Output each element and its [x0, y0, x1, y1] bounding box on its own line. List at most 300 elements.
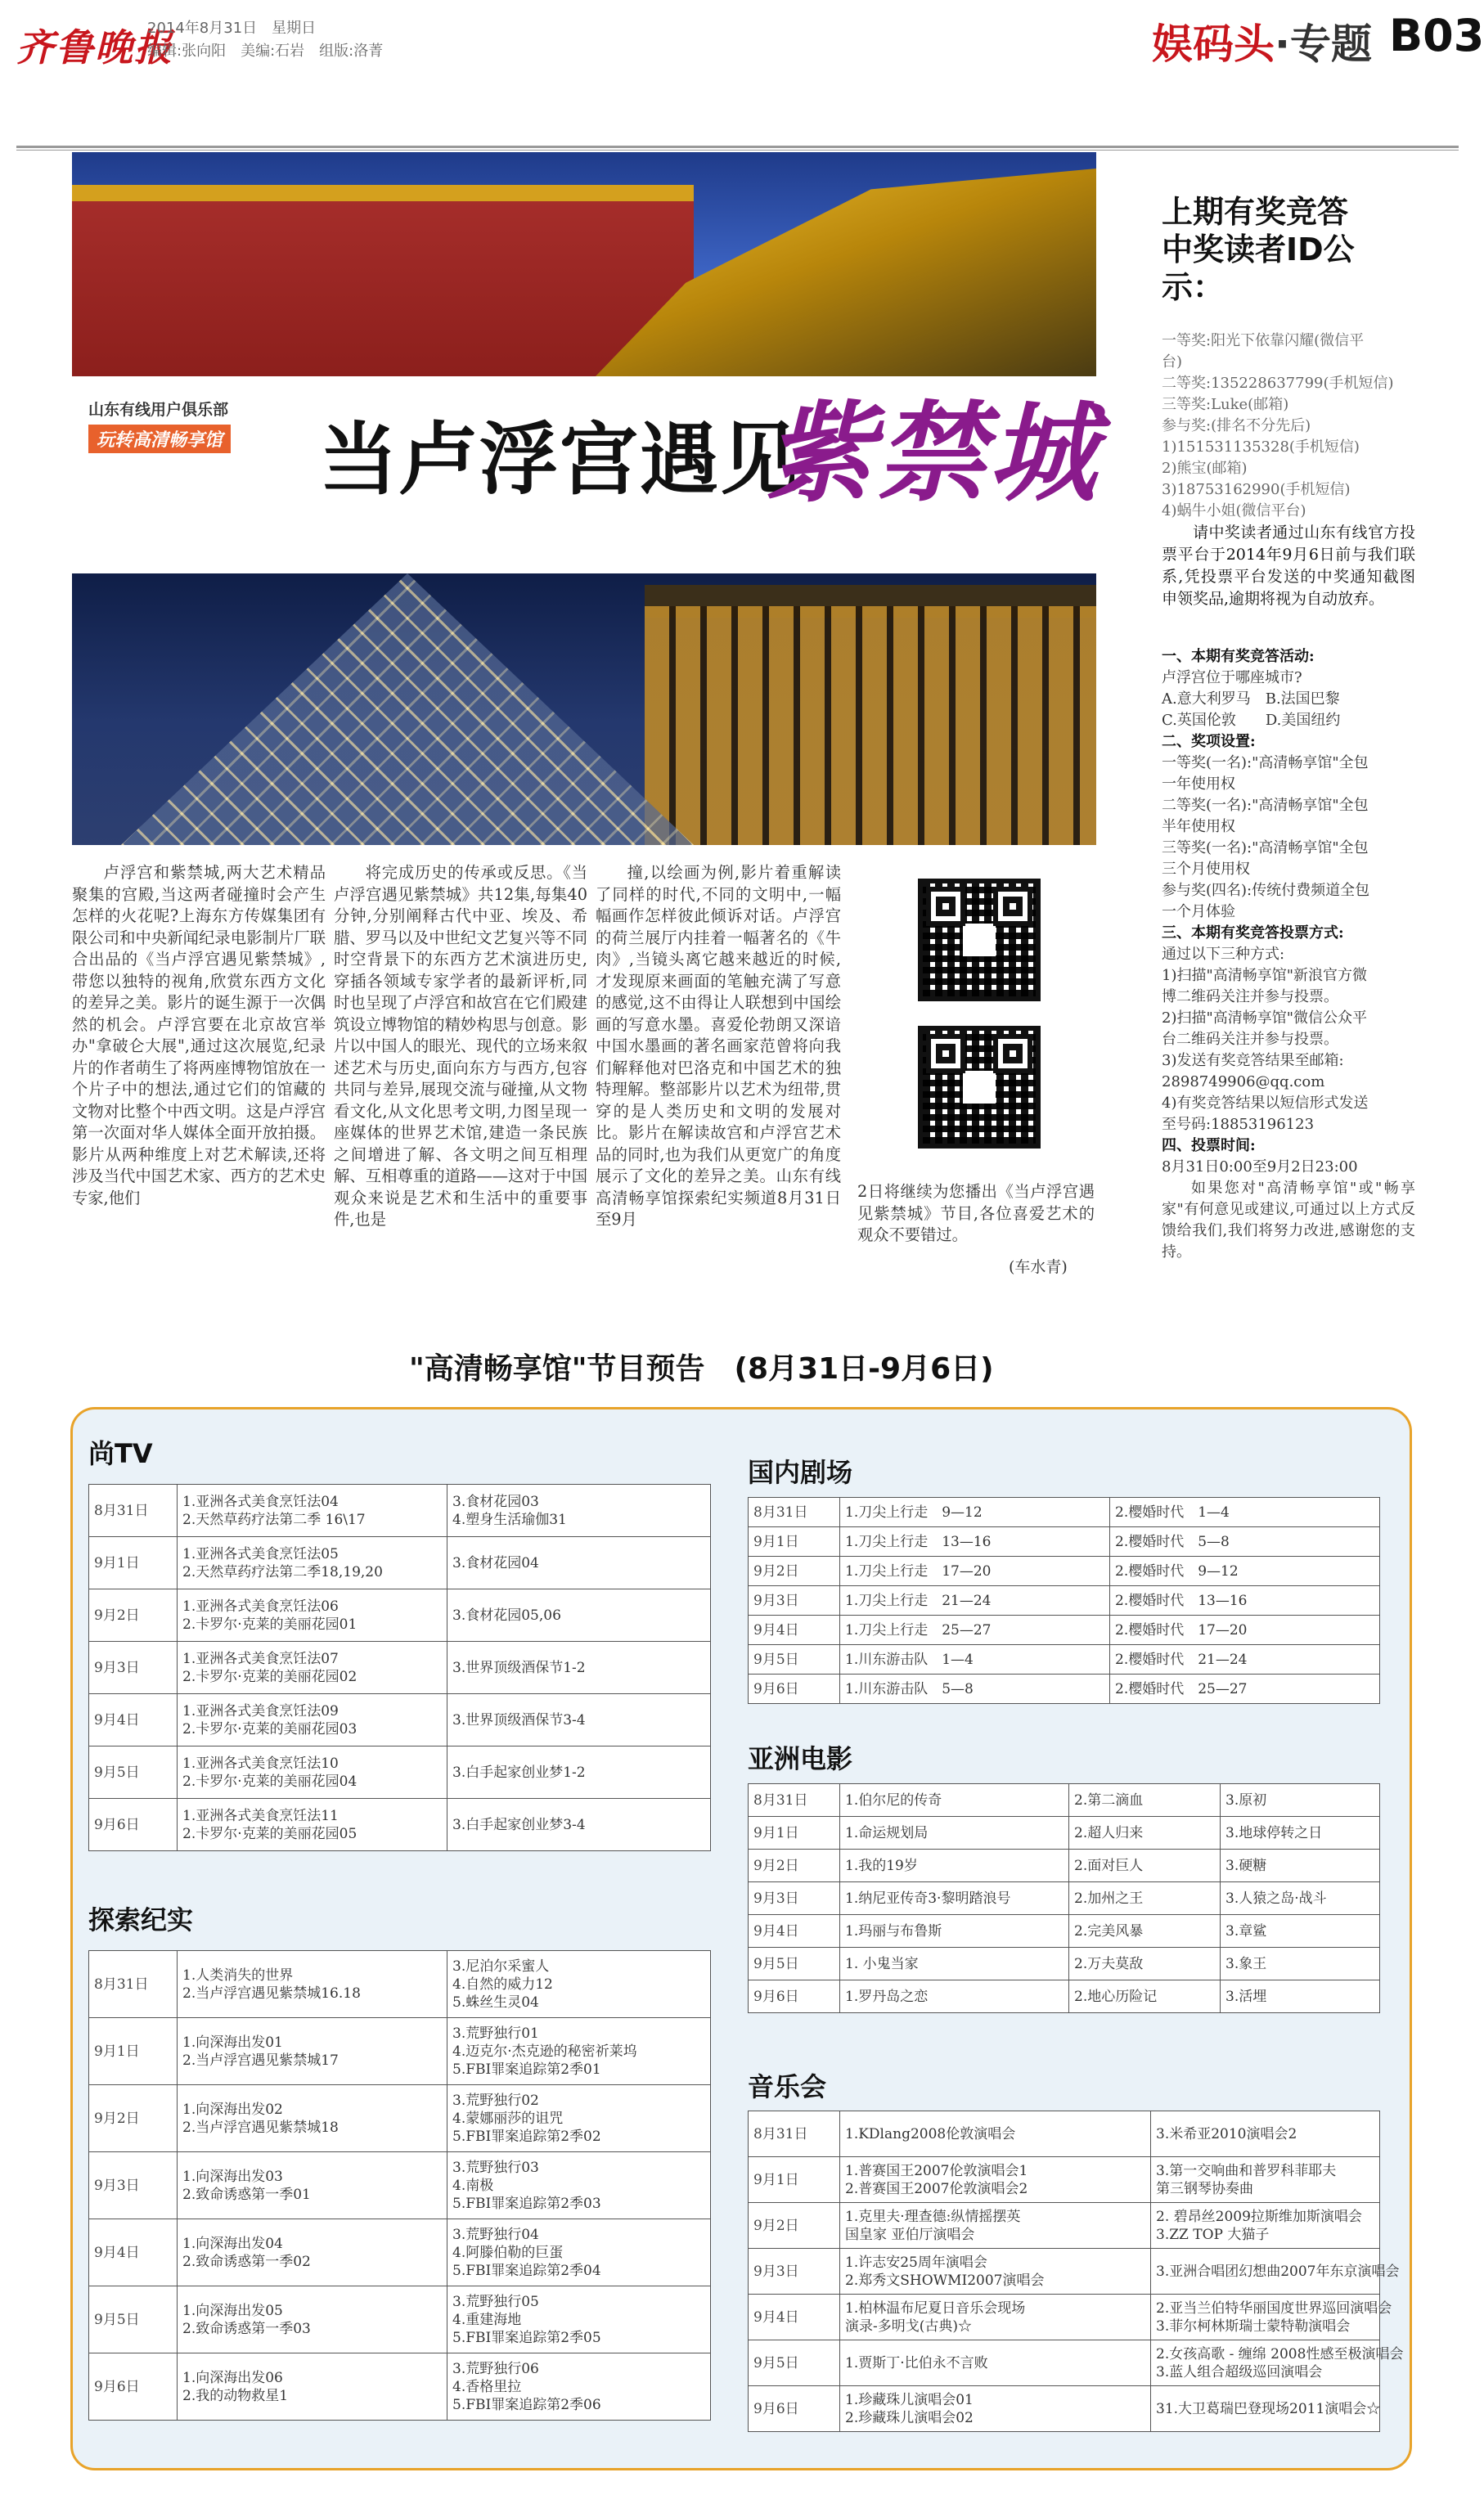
program-cell [178, 1799, 447, 1851]
winner-line: 2)熊宝(邮箱) [1162, 460, 1248, 477]
program-cell: 1.刀尖上行走 21—24 [840, 1586, 1110, 1616]
program-cell [447, 2219, 711, 2286]
schedule-date: 9月1日 [89, 2018, 178, 2085]
program-cell [840, 2203, 1151, 2249]
schedule-row [749, 2340, 1380, 2386]
activity-line: 至号码:18853196123 [1162, 1116, 1315, 1133]
section-heading-explore: 探索纪实 [88, 1904, 194, 1935]
program-line: 1.亚洲各式美食烹饪法04 [182, 1493, 339, 1510]
program-line: 2.卡罗尔·克莱的美丽花园02 [182, 1668, 358, 1685]
program-cell [840, 2157, 1151, 2203]
program-cell [1151, 2340, 1404, 2386]
schedule-row [749, 1784, 1380, 1817]
winner-line: 3)18753162990(手机短信) [1162, 481, 1351, 498]
red-palace-wall [72, 201, 694, 376]
schedule-row [749, 1882, 1380, 1915]
article-paragraph: 卢浮宫和紫禁城,两大艺术精品聚集的宫殿,当这两者碰撞时会产生怎样的火花呢?上海东方传媒集团有限公司和中央新闻纪录电影制片厂联合出品的《当卢浮宫遇见紫禁城》,带您以独特的视角,欣赏东西方文化的差异之美。影片的诞生源于一次偶然的机会。卢浮宫要在北京故宫举办"拿破仑大展",通过这次展览,纪录片的作者萌生了将两座博物馆放在一个片子中的想法,通过它们的馆藏的文物对比整个中西文明。这是卢浮宫第一次面对华人媒体全面开放拍摄。影片从两种维度上对艺术解读,还将涉及当代中国艺术家、西方的艺术史专家,他们 [72, 863, 326, 1207]
activity-line: 四、投票时间: [1162, 1137, 1256, 1154]
activity-line: 8月31日0:00至9月2日23:00 [1162, 1158, 1358, 1176]
article-paragraph: 撞,以绘画为例,影片着重解读了同样的时代,不同的文明中,一幅幅画作怎样彼此倾诉对话。卢浮宫的荷兰展厅内挂着一幅著名的《牛肉》,当镜头离它越来越近的时候,才发现原来画面的笔触充满了写意的感觉,这不由得让人联想到中国绘画的写意水墨。喜爱伦勃朗又深谙中国水墨画的著名画家范曾将向我们解释他对巴洛克和中国艺术的独特理解。整部影片以艺术为纽带,贯穿的是人类历史和文明的发展对比。影片在解读故宫和卢浮宫艺术品的同时,也为我们从更宽广的角度展示了文化的差异之美。山东有线高清畅享馆探索纪实频道8月31日至9月 [596, 863, 841, 1229]
program-line: 国皇家 亚伯厅演唱会 [845, 2226, 975, 2243]
program-line: 3.亚洲合唱团幻想曲2007年东京演唱会 [1156, 2263, 1400, 2280]
schedule-row [749, 1498, 1380, 1527]
program-cell [447, 2152, 711, 2219]
program-cell: 1.刀尖上行走 25—27 [840, 1616, 1110, 1645]
winner-line: 参与奖:(排名不分先后) [1162, 417, 1311, 434]
program-line: 2.天然草药疗法第二季 16\17 [182, 1511, 366, 1528]
program-cell: 1.我的19岁 [840, 1850, 1069, 1882]
program-cell: 2.完美风暴 [1069, 1915, 1221, 1948]
schedule-row [749, 1915, 1380, 1948]
program-line: 4.迈克尔·杰克逊的秘密祈莱坞 [452, 2043, 637, 2060]
activity-line: 一、本期有奖竞答活动: [1162, 648, 1315, 665]
program-line: 1.向深海出发06 [182, 2369, 283, 2386]
schedule-row [749, 2203, 1380, 2249]
winner-line: 1)151531135328(手机短信) [1162, 438, 1360, 456]
schedule-row [749, 1980, 1380, 2013]
program-line: 2.当卢浮宫遇见紫禁城16.18 [182, 1985, 361, 2002]
program-cell [178, 1537, 447, 1589]
article-paragraph: 将完成历史的传承或反思。《当卢浮宫遇见紫禁城》共12集,每集40分钟,分别阐释古代中亚、埃及、希腊、罗马以及中世纪文艺复兴等不同时空背景下的东西方艺术演进历史,穿插各领域专家学者的最新评析,同时也呈现了卢浮宫和故宫在它们殿建筑设立博物馆的精妙构思与创意。影片以中国人的眼光、现代的立场来叙述艺术与历史,面向东方与西方,包容共同与差异,展现交流与碰撞,从文物看文化,从文化思考文明,力图呈现一座媒体的世界艺术馆,建造一条民族之间增进了解、各文明之间互相理解、互相尊重的道路——这对于中国观众来说是艺术和生活中的重要事件,也是 [334, 863, 587, 1229]
schedule-date: 9月5日 [89, 2286, 178, 2353]
section-label: 娱码头 [1152, 20, 1275, 68]
program-cell [1151, 2249, 1400, 2295]
program-cell: 2.第二滴血 [1069, 1784, 1221, 1817]
schedule-date: 9月6日 [749, 1980, 840, 2013]
program-cell [447, 2286, 711, 2353]
program-line: 1.普赛国王2007伦敦演唱会1 [845, 2162, 1028, 2179]
winner-line: 台) [1162, 353, 1183, 371]
schedule-row [749, 1675, 1380, 1704]
program-line: 2.郑秀文SHOWMI2007演唱会 [845, 2272, 1045, 2289]
program-cell [447, 1799, 711, 1851]
program-line: 3.世界顶级酒保节3-4 [452, 1711, 586, 1729]
program-line: 4.阿滕伯勒的巨蛋 [452, 2244, 564, 2261]
schedule-date: 9月2日 [749, 1557, 840, 1586]
program-cell [1151, 2386, 1380, 2432]
schedule-row [749, 1557, 1380, 1586]
schedule-date: 9月5日 [749, 1948, 840, 1980]
activity-line: 三等奖(一名):"高清畅享馆"全包 [1162, 839, 1369, 856]
program-cell [178, 1951, 447, 2018]
schedule-date: 9月2日 [89, 2085, 178, 2152]
program-cell: 3.原初 [1221, 1784, 1380, 1817]
schedule-date: 9月5日 [749, 2340, 840, 2386]
program-cell [447, 1694, 711, 1746]
program-cell: 2.樱婚时代 17—20 [1110, 1616, 1380, 1645]
schedule-date: 9月5日 [749, 1645, 840, 1675]
schedule-row [749, 2111, 1380, 2157]
program-line: 4.重建海地 [452, 2311, 522, 2328]
schedule-date: 9月6日 [89, 1799, 178, 1851]
program-line: 演录-多明戈(古典)☆ [845, 2317, 973, 2335]
program-line: 2.卡罗尔·克莱的美丽花园03 [182, 1720, 358, 1738]
domestic-table [748, 1497, 1380, 1704]
program-line: 1.亚洲各式美食烹饪法06 [182, 1598, 339, 1615]
activity-line: 4)有奖竞答结果以短信形式发送 [1162, 1095, 1369, 1112]
schedule-date: 9月3日 [749, 1586, 840, 1616]
program-line: 4.南极 [452, 2177, 494, 2194]
schedule-row [89, 1746, 711, 1799]
program-cell: 2.樱婚时代 25—27 [1110, 1675, 1380, 1704]
schedule-row [749, 1527, 1380, 1557]
louvre-photo [72, 573, 1096, 845]
masthead [0, 0, 1484, 155]
program-line: 4.蒙娜丽莎的诅咒 [452, 2110, 564, 2127]
program-line: 1.向深海出发04 [182, 2235, 283, 2252]
program-line: 5.FBI罪案追踪第2季02 [452, 2128, 601, 2145]
program-line: 3.菲尔柯林斯瑞士蒙特勒演唱会 [1156, 2317, 1351, 2335]
quiz-sidebar [1162, 193, 1415, 1263]
schedule-title: "高清畅享馆"节目预告 (8月31日-9月6日) [409, 1352, 994, 1386]
program-line: 1.亚洲各式美食烹饪法10 [182, 1755, 339, 1772]
program-cell: 1.命运规划局 [840, 1817, 1069, 1850]
schedule-date: 9月4日 [749, 1616, 840, 1645]
program-line: 5.FBI罪案追踪第2季03 [452, 2195, 601, 2212]
masthead-rule [16, 146, 1459, 151]
activity-line: 一年使用权 [1162, 775, 1235, 793]
winners-list [1162, 330, 1415, 522]
activity-line: 台二维码关注并参与投票。 [1162, 1031, 1338, 1048]
program-line: 5.FBI罪案追踪第2季01 [452, 2061, 601, 2078]
schedule-date: 9月6日 [89, 2353, 178, 2421]
activity-line: 1)扫描"高清畅享馆"新浪官方微 [1162, 967, 1368, 984]
winners-heading [1162, 193, 1415, 306]
schedule-date: 9月4日 [89, 1694, 178, 1746]
schedule-date: 9月1日 [89, 1537, 178, 1589]
issue-date: 2014年8月31日 星期日 [147, 20, 317, 37]
schedule-date: 9月6日 [749, 1675, 840, 1704]
program-cell [178, 1485, 447, 1537]
program-cell: 1.纳尼亚传奇3·黎明踏浪号 [840, 1882, 1069, 1915]
program-cell: 1.玛丽与布鲁斯 [840, 1915, 1069, 1948]
program-line: 2.当卢浮宫遇见紫禁城18 [182, 2119, 339, 2136]
program-line: 3.白手起家创业梦1-2 [452, 1764, 586, 1781]
program-cell [840, 2340, 1151, 2386]
program-line: 3.荒野独行05 [452, 2293, 539, 2310]
program-cell: 2.樱婚时代 21—24 [1110, 1645, 1380, 1675]
program-line: 2.普赛国王2007伦敦演唱会2 [845, 2180, 1028, 2197]
program-cell: 3.地球停转之日 [1221, 1817, 1380, 1850]
program-cell [178, 1746, 447, 1799]
program-line: 3.食材花园04 [452, 1554, 539, 1571]
program-line: 3.尼泊尔采蜜人 [452, 1958, 550, 1975]
activity-line: 一个月体验 [1162, 903, 1235, 920]
program-cell: 1.刀尖上行走 17—20 [840, 1557, 1110, 1586]
schedule-row [89, 2018, 711, 2085]
forbidden-city-photo [72, 152, 1096, 376]
activity-line: 通过以下三种方式: [1162, 946, 1285, 963]
program-cell [1151, 2295, 1392, 2340]
winners-notice: 请中奖读者通过山东有线官方投票平台于2014年9月6日前与我们联系,凭投票平台发送的中奖通知截图申领奖品,逾期将视为自动放弃。 [1162, 524, 1415, 608]
program-cell: 1.刀尖上行走 9—12 [840, 1498, 1110, 1527]
schedule-date: 9月2日 [749, 1850, 840, 1882]
program-cell: 2.樱婚时代 1—4 [1110, 1498, 1380, 1527]
program-line: 3.第一交响曲和普罗科菲耶夫 [1156, 2162, 1337, 2179]
schedule-row [89, 2219, 711, 2286]
schedule-date: 9月3日 [749, 1882, 840, 1915]
schedule-row [749, 1850, 1380, 1882]
headline-accent: 紫禁城 [766, 391, 1100, 517]
program-line: 1.亚洲各式美食烹饪法07 [182, 1650, 339, 1667]
program-cell [447, 2018, 711, 2085]
program-cell [840, 2295, 1151, 2340]
program-cell: 3.活埋 [1221, 1980, 1380, 2013]
activity-line: 3)发送有奖竞答结果至邮箱: [1162, 1052, 1344, 1069]
schedule-row [89, 2353, 711, 2421]
program-cell [178, 1642, 447, 1694]
program-line: 1.KDlang2008伦敦演唱会 [845, 2125, 1016, 2142]
schedule-date: 8月31日 [749, 1498, 840, 1527]
schedule-date: 9月1日 [749, 1527, 840, 1557]
program-line: 1.柏林温布尼夏日音乐会现场 [845, 2299, 1026, 2317]
winners-heading-line: 上期有奖竞答 [1162, 194, 1349, 230]
program-line: 31.大卫葛瑞巴登现场2011演唱会☆ [1156, 2400, 1381, 2417]
weibo-qr-code [918, 879, 1041, 1001]
program-cell [447, 1589, 711, 1642]
club-slogan: 玩转高清畅享馆 [88, 425, 231, 453]
schedule-row [749, 1616, 1380, 1645]
program-line: 4.香格里拉 [452, 2378, 522, 2395]
program-cell [447, 2085, 711, 2152]
activity-line: 二、奖项设置: [1162, 733, 1256, 750]
program-line: 3.世界顶级酒保节1-2 [452, 1659, 586, 1676]
schedule-row [89, 2085, 711, 2152]
program-cell: 1.刀尖上行走 13—16 [840, 1527, 1110, 1557]
program-cell: 2.樱婚时代 13—16 [1110, 1586, 1380, 1616]
schedule-row [89, 1694, 711, 1746]
program-cell [447, 1485, 711, 1537]
schedule-row [89, 1951, 711, 2018]
schedule-date: 9月4日 [89, 2219, 178, 2286]
schedule-date: 9月3日 [749, 2249, 840, 2295]
program-cell: 3.人猿之岛·战斗 [1221, 1882, 1380, 1915]
program-cell [178, 2152, 447, 2219]
program-line: 2.女孩高歌 - 缠绵 2008性感至极演唱会 [1156, 2345, 1404, 2362]
program-line: 2.天然草药疗法第二季18,19,20 [182, 1563, 383, 1580]
program-cell: 2.超人归来 [1069, 1817, 1221, 1850]
winner-line: 三等奖:Luke(邮箱) [1162, 396, 1289, 413]
program-line: 3.食材花园05,06 [452, 1607, 561, 1624]
schedule-date: 9月5日 [89, 1746, 178, 1799]
section-heading-asia: 亚洲电影 [748, 1743, 853, 1774]
activity-line: C.英国伦敦 D.美国纽约 [1162, 712, 1341, 729]
schedule-row [89, 1642, 711, 1694]
program-cell [178, 1589, 447, 1642]
program-cell [178, 2286, 447, 2353]
activity-line: 三、本期有奖竞答投票方式: [1162, 924, 1344, 942]
program-cell: 3.章鲨 [1221, 1915, 1380, 1948]
club-tag [88, 398, 309, 451]
program-cell [447, 1746, 711, 1799]
hero-banner [72, 152, 1100, 845]
program-cell: 2.万夫莫敌 [1069, 1948, 1221, 1980]
glass-pyramid [121, 573, 694, 845]
program-cell: 2.樱婚时代 5—8 [1110, 1527, 1380, 1557]
newspaper-logo: 齐鲁晚报 [16, 25, 173, 70]
schedule-date: 9月1日 [749, 2157, 840, 2203]
program-line: 5.蛛丝生灵04 [452, 1994, 539, 2011]
program-line: 3.米希亚2010演唱会2 [1156, 2125, 1297, 2142]
activity-line: A.意大利罗马 B.法国巴黎 [1162, 690, 1340, 708]
program-cell [447, 1951, 711, 2018]
schedule-date: 9月3日 [89, 2152, 178, 2219]
asia-table [748, 1783, 1380, 2013]
article-column [857, 1181, 1095, 1247]
program-cell [1151, 2157, 1380, 2203]
program-line: 2.致命诱惑第一季03 [182, 2320, 311, 2337]
activity-line: 三个月使用权 [1162, 861, 1250, 878]
activity-line: 如果您对"高清畅享馆"或"畅享家"有何意见或建议,可通过以上方式反馈给我们,我们将努力改进,感谢您的支持。 [1162, 1180, 1415, 1261]
program-line: 2. 碧昂丝2009拉斯维加斯演唱会 [1156, 2208, 1362, 2225]
program-cell [447, 1642, 711, 1694]
quiz-activity [1162, 646, 1415, 1263]
program-line: 5.FBI罪案追踪第2季06 [452, 2396, 601, 2413]
schedule-date: 9月3日 [89, 1642, 178, 1694]
program-line: 第三钢琴协奏曲 [1156, 2180, 1253, 2197]
program-line: 2.当卢浮宫遇见紫禁城17 [182, 2052, 339, 2069]
program-cell: 1.罗丹岛之恋 [840, 1980, 1069, 2013]
program-cell [447, 2353, 711, 2421]
activity-line: 参与奖(四名):传统付费频道全包 [1162, 882, 1370, 899]
activity-line: 半年使用权 [1162, 818, 1235, 835]
program-cell [840, 2111, 1151, 2157]
section-heading-shang-tv: 尚TV [88, 1438, 153, 1469]
schedule-row [89, 1485, 711, 1537]
winners-heading-line: 中奖读者ID公示： [1162, 232, 1355, 305]
article-column [596, 862, 841, 1231]
section-heading-domestic: 国内剧场 [748, 1457, 853, 1488]
page-number: B03 [1389, 10, 1484, 61]
program-line: 3.荒野独行01 [452, 2025, 539, 2042]
program-line: 5.FBI罪案追踪第2季05 [452, 2329, 601, 2346]
program-line: 2.致命诱惑第一季02 [182, 2253, 311, 2270]
program-cell: 1.川东游击队 1—4 [840, 1645, 1110, 1675]
program-line: 1.向深海出发05 [182, 2302, 283, 2319]
winner-line: 二等奖:135228637799(手机短信) [1162, 375, 1394, 392]
schedule-row [749, 1817, 1380, 1850]
activity-line: 博二维码关注并参与投票。 [1162, 988, 1338, 1005]
schedule-row [749, 1948, 1380, 1980]
program-line: 2.卡罗尔·克莱的美丽花园01 [182, 1616, 358, 1633]
program-cell: 3.象王 [1221, 1948, 1380, 1980]
schedule-row [749, 2157, 1380, 2203]
article-column [72, 862, 326, 1209]
program-cell [840, 2386, 1151, 2432]
club-name: 山东有线用户俱乐部 [88, 401, 229, 419]
program-line: 3.白手起家创业梦3-4 [452, 1816, 586, 1833]
program-cell: 1.川东游击队 5—8 [840, 1675, 1110, 1704]
program-line: 1.亚洲各式美食烹饪法11 [182, 1807, 339, 1824]
program-line: 2.卡罗尔·克莱的美丽花园04 [182, 1773, 358, 1790]
program-cell [840, 2249, 1151, 2295]
schedule-date: 9月2日 [749, 2203, 840, 2249]
program-line: 1.珍藏珠儿演唱会01 [845, 2391, 974, 2408]
schedule-date: 8月31日 [89, 1951, 178, 2018]
headline-main: 当卢浮宫遇见 [319, 414, 800, 506]
program-line: 2.亚当兰伯特华丽国度世界巡回演唱会 [1156, 2299, 1392, 2317]
subsection-label: ·专题 [1275, 20, 1372, 68]
activity-line: 二等奖(一名):"高清畅享馆"全包 [1162, 797, 1369, 814]
program-cell: 1. 小鬼当家 [840, 1948, 1069, 1980]
article-column [334, 862, 587, 1231]
program-line: 1.亚洲各式美食烹饪法09 [182, 1702, 339, 1720]
program-line: 2.我的动物救星1 [182, 2387, 289, 2404]
schedule-row [89, 1537, 711, 1589]
article-byline: (车水青) [1009, 1258, 1068, 1276]
program-line: 1.向深海出发01 [182, 2034, 283, 2051]
section-heading-music: 音乐会 [748, 2071, 827, 2102]
program-cell [1151, 2111, 1380, 2157]
schedule-row [89, 2152, 711, 2219]
program-line: 3.荒野独行06 [452, 2360, 539, 2377]
program-cell [178, 2353, 447, 2421]
activity-line: 卢浮宫位于哪座城市? [1162, 669, 1302, 686]
program-line: 2.卡罗尔·克莱的美丽花园05 [182, 1825, 358, 1842]
program-cell: 2.樱婚时代 9—12 [1110, 1557, 1380, 1586]
louvre-palace [645, 606, 1096, 845]
schedule-date: 8月31日 [749, 2111, 840, 2157]
program-cell: 2.加州之王 [1069, 1882, 1221, 1915]
program-line: 3.荒野独行02 [452, 2092, 539, 2109]
program-cell: 2.面对巨人 [1069, 1850, 1221, 1882]
schedule-date: 8月31日 [89, 1485, 178, 1537]
activity-line: 一等奖(一名):"高清畅享馆"全包 [1162, 754, 1369, 771]
program-line: 3.ZZ TOP 大猫子 [1156, 2226, 1270, 2243]
program-line: 1.向深海出发03 [182, 2168, 283, 2185]
program-line: 1.贾斯丁·比伯永不言败 [845, 2354, 988, 2371]
explore-table [88, 1950, 711, 2421]
program-line: 3.食材花园03 [452, 1493, 539, 1510]
program-cell [1151, 2203, 1380, 2249]
program-line: 1.亚洲各式美食烹饪法05 [182, 1545, 339, 1562]
program-cell [178, 2018, 447, 2085]
schedule-row [749, 2249, 1380, 2295]
wechat-qr-code [918, 1026, 1041, 1149]
program-line: 1.克里夫·理查德:纵情摇摆英 [845, 2208, 1021, 2225]
program-cell: 1.伯尔尼的传奇 [840, 1784, 1069, 1817]
program-line: 3.荒野独行04 [452, 2226, 539, 2243]
schedule-date: 8月31日 [749, 1784, 840, 1817]
schedule-row [89, 1589, 711, 1642]
program-line: 1.许志安25周年演唱会 [845, 2254, 987, 2271]
editor-credits: 编辑:张向阳 美编:石岩 组版:洛菁 [147, 43, 384, 60]
program-line: 4.塑身生活瑜伽31 [452, 1511, 567, 1528]
program-line: 2.致命诱惑第一季01 [182, 2186, 311, 2203]
winner-line: 一等奖:阳光下依靠闪耀(微信平 [1162, 332, 1365, 349]
program-cell [178, 2219, 447, 2286]
schedule-date: 9月4日 [749, 1915, 840, 1948]
program-line: 4.自然的威力12 [452, 1976, 553, 1993]
program-line: 5.FBI罪案追踪第2季04 [452, 2262, 601, 2279]
program-cell [178, 1694, 447, 1746]
winner-line: 4)蜗牛小姐(微信平台) [1162, 502, 1306, 519]
schedule-row [89, 2286, 711, 2353]
schedule-row [749, 2295, 1380, 2340]
program-line: 3.蓝人组合超级巡回演唱会 [1156, 2363, 1323, 2380]
program-cell [447, 1537, 711, 1589]
program-cell: 3.硬糖 [1221, 1850, 1380, 1882]
shang-tv-table [88, 1484, 711, 1851]
schedule-row [749, 1645, 1380, 1675]
program-line: 1.向深海出发02 [182, 2101, 283, 2118]
program-cell [178, 2085, 447, 2152]
schedule-date: 9月2日 [89, 1589, 178, 1642]
schedule-date: 9月1日 [749, 1817, 840, 1850]
article-paragraph: 2日将继续为您播出《当卢浮宫遇见紫禁城》节目,各位喜爱艺术的观众不要错过。 [857, 1182, 1095, 1244]
article-body [72, 862, 1103, 1320]
program-line: 3.荒野独行03 [452, 2159, 539, 2176]
